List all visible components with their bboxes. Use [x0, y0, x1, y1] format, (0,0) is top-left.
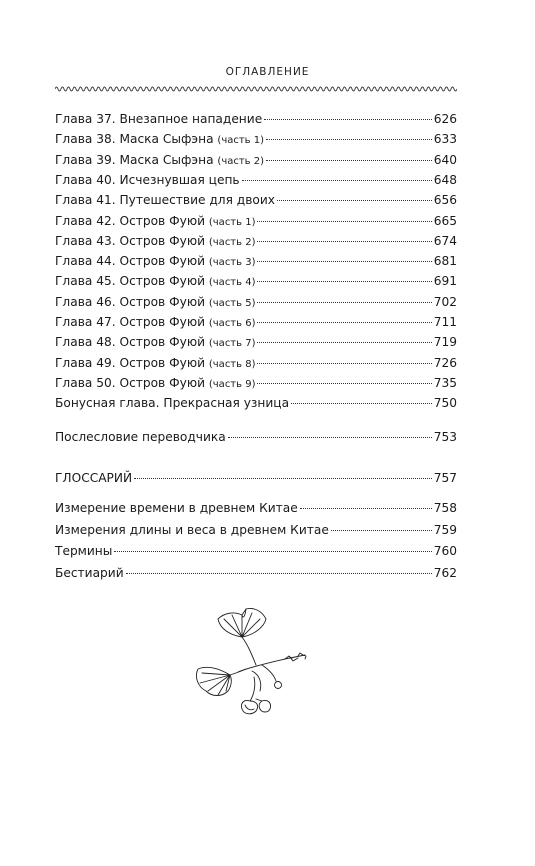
toc-entry-title	[55, 394, 289, 412]
toc-entry-title-text: Глава 39. Маска Сыфэна	[55, 152, 218, 167]
dot-leader	[257, 322, 431, 323]
toc-entry-title-text: Термины	[55, 544, 113, 558]
toc-entry-title-text: Глава 42. Остров Фуюй	[55, 213, 209, 228]
dot-leader	[257, 363, 431, 364]
toc-entry-afterword[interactable]	[55, 428, 457, 446]
dot-leader	[257, 281, 431, 282]
toc-entry-page: 762	[433, 565, 457, 580]
toc-entry-page: 753	[433, 430, 457, 444]
toc-entry-title-text: Глава 46. Остров Фуюй	[55, 294, 209, 309]
toc-entry-title	[55, 542, 112, 560]
wave-divider-icon	[55, 84, 457, 94]
toc-entry-title	[55, 521, 329, 539]
toc-entry-title	[55, 313, 255, 333]
toc-entry-page: 633	[433, 132, 457, 147]
toc-entry-title	[55, 564, 124, 582]
dot-leader	[257, 383, 431, 384]
toc-entry-chapter[interactable]	[55, 110, 457, 128]
toc-entry-title	[55, 212, 255, 232]
toc-entry-page: 674	[433, 233, 457, 248]
toc-entry-page: 757	[433, 471, 457, 485]
toc-entry-page: 691	[433, 274, 457, 289]
toc-entry-title	[55, 499, 298, 517]
toc-entry-page: 681	[433, 254, 457, 269]
toc-entry-part: (часть 1)	[217, 135, 265, 147]
toc-entry-part: (часть 6)	[208, 318, 256, 329]
dot-leader	[300, 508, 432, 509]
toc-entry-page: 760	[433, 544, 457, 558]
dot-leader	[114, 551, 431, 552]
toc-entry-glossary-item[interactable]	[55, 521, 457, 539]
toc-entry-chapter[interactable]	[55, 354, 457, 372]
dot-leader	[126, 573, 432, 574]
toc-entry-title	[55, 469, 132, 487]
toc-entry-part: (часть 1)	[208, 216, 256, 228]
dot-leader	[228, 437, 432, 438]
toc-entry-glossary-item[interactable]	[55, 542, 457, 560]
toc-entry-chapter[interactable]	[55, 212, 457, 230]
toc-entry-title-text: Измерения длины и веса в древнем Китае	[55, 522, 329, 537]
toc-entry-chapter[interactable]	[55, 232, 457, 250]
dot-leader	[291, 403, 432, 404]
toc-entry-title-text: Глава 45. Остров Фуюй	[55, 274, 209, 289]
toc-entry-title-text: Измерение времени в древнем Китае	[55, 501, 298, 515]
dot-leader	[242, 180, 432, 181]
toc-entry-title	[55, 374, 255, 394]
toc-entry-title-text: Послесловие переводчика	[55, 430, 226, 444]
toc-entry-title-text: Глава 38. Маска Сыфэна	[55, 132, 218, 147]
toc-entry-page: 758	[433, 501, 457, 515]
toc-entry-title	[55, 110, 262, 128]
dot-leader	[264, 119, 432, 120]
toc-entry-page: 656	[433, 193, 457, 208]
toc-entry-page: 626	[433, 112, 457, 126]
dot-leader	[266, 160, 432, 161]
dot-leader	[277, 200, 432, 201]
toc-entry-chapter[interactable]	[55, 252, 457, 270]
toc-entry-title	[55, 354, 255, 374]
toc-entry-chapter[interactable]	[55, 333, 457, 351]
toc-entry-part: (часть 7)	[208, 338, 256, 350]
toc-entry-chapter[interactable]	[55, 171, 457, 189]
toc-entry-page: 750	[433, 396, 457, 411]
toc-entry-page: 640	[433, 152, 457, 167]
dot-leader	[257, 221, 431, 222]
toc-entry-page: 665	[433, 213, 457, 228]
toc-entry-chapter[interactable]	[55, 374, 457, 392]
dot-leader	[266, 139, 432, 140]
toc-entry-title	[55, 191, 275, 209]
toc-entry-title-text: ГЛОССАРИЙ	[55, 471, 133, 485]
toc-entry-title	[55, 151, 264, 171]
toc-entry-title-text: Глава 50. Остров Фуюй	[55, 375, 209, 390]
toc-entry-title	[55, 272, 255, 292]
toc-entry-title	[55, 293, 255, 313]
toc-entry-part: (часть 4)	[208, 277, 256, 289]
toc-entry-part: (часть 5)	[208, 297, 256, 309]
ginkgo-branch-icon	[190, 605, 315, 725]
toc-entry-page: 702	[433, 294, 457, 309]
toc-entry-title	[55, 428, 226, 446]
toc-entry-page: 719	[433, 335, 457, 350]
toc-entry-part: (часть 3)	[208, 257, 256, 269]
toc-entry-title	[55, 252, 255, 272]
toc-entry-page: 648	[433, 172, 457, 187]
toc-entry-glossary-item[interactable]	[55, 564, 457, 582]
toc-entry-title-text: Глава 48. Остров Фуюй	[55, 335, 209, 350]
toc-entry-title-text: Бонусная глава. Прекрасная узница	[55, 396, 290, 411]
toc-entry-page: 759	[433, 522, 457, 537]
dot-leader	[257, 241, 431, 242]
toc-entry-title	[55, 333, 255, 353]
page-header: ОГЛАВЛЕНИЕ	[225, 66, 310, 78]
toc-entry-chapter[interactable]	[55, 293, 457, 311]
toc-entry-page: 735	[433, 375, 457, 390]
toc-entry-chapter[interactable]	[55, 191, 457, 209]
toc-entry-glossary-item[interactable]	[55, 499, 457, 517]
toc-entry-title	[55, 232, 255, 252]
toc-entry-title-text: Глава 41. Путешествие для двоих	[55, 193, 275, 208]
toc-entry-title-text: Глава 37. Внезапное нападение	[55, 112, 263, 126]
dot-leader	[331, 530, 432, 531]
toc-entry-title	[55, 130, 264, 150]
toc-entry-part: (часть 9)	[208, 378, 256, 390]
toc-entry-page: 726	[433, 355, 457, 370]
toc-entry-part: (часть 8)	[208, 358, 256, 370]
toc-entry-chapter[interactable]	[55, 151, 457, 169]
toc-entry-title-text: Глава 47. Остров Фуюй	[55, 315, 209, 329]
toc-entry-chapter[interactable]	[55, 313, 457, 331]
toc-entry-glossary[interactable]	[55, 469, 457, 487]
toc-entry-part: (часть 2)	[217, 155, 265, 167]
dot-leader	[257, 342, 431, 343]
toc-entry-title-text: Глава 49. Остров Фуюй	[55, 355, 209, 370]
toc-entry-chapter[interactable]	[55, 272, 457, 290]
dot-leader	[257, 261, 431, 262]
toc-entry-title	[55, 171, 240, 189]
toc-entry-chapter[interactable]	[55, 130, 457, 148]
toc-entry-title-text: Глава 44. Остров Фуюй	[55, 254, 209, 269]
dot-leader	[134, 478, 432, 479]
toc-entry-chapter[interactable]	[55, 394, 457, 412]
toc-entry-title-text: Глава 40. Исчезнувшая цепь	[55, 172, 240, 187]
toc-entry-page: 711	[433, 315, 457, 329]
toc-entry-title-text: Бестиарий	[55, 565, 124, 580]
toc-entry-title-text: Глава 43. Остров Фуюй	[55, 233, 209, 248]
dot-leader	[257, 302, 431, 303]
toc-entry-part: (часть 2)	[208, 236, 256, 248]
